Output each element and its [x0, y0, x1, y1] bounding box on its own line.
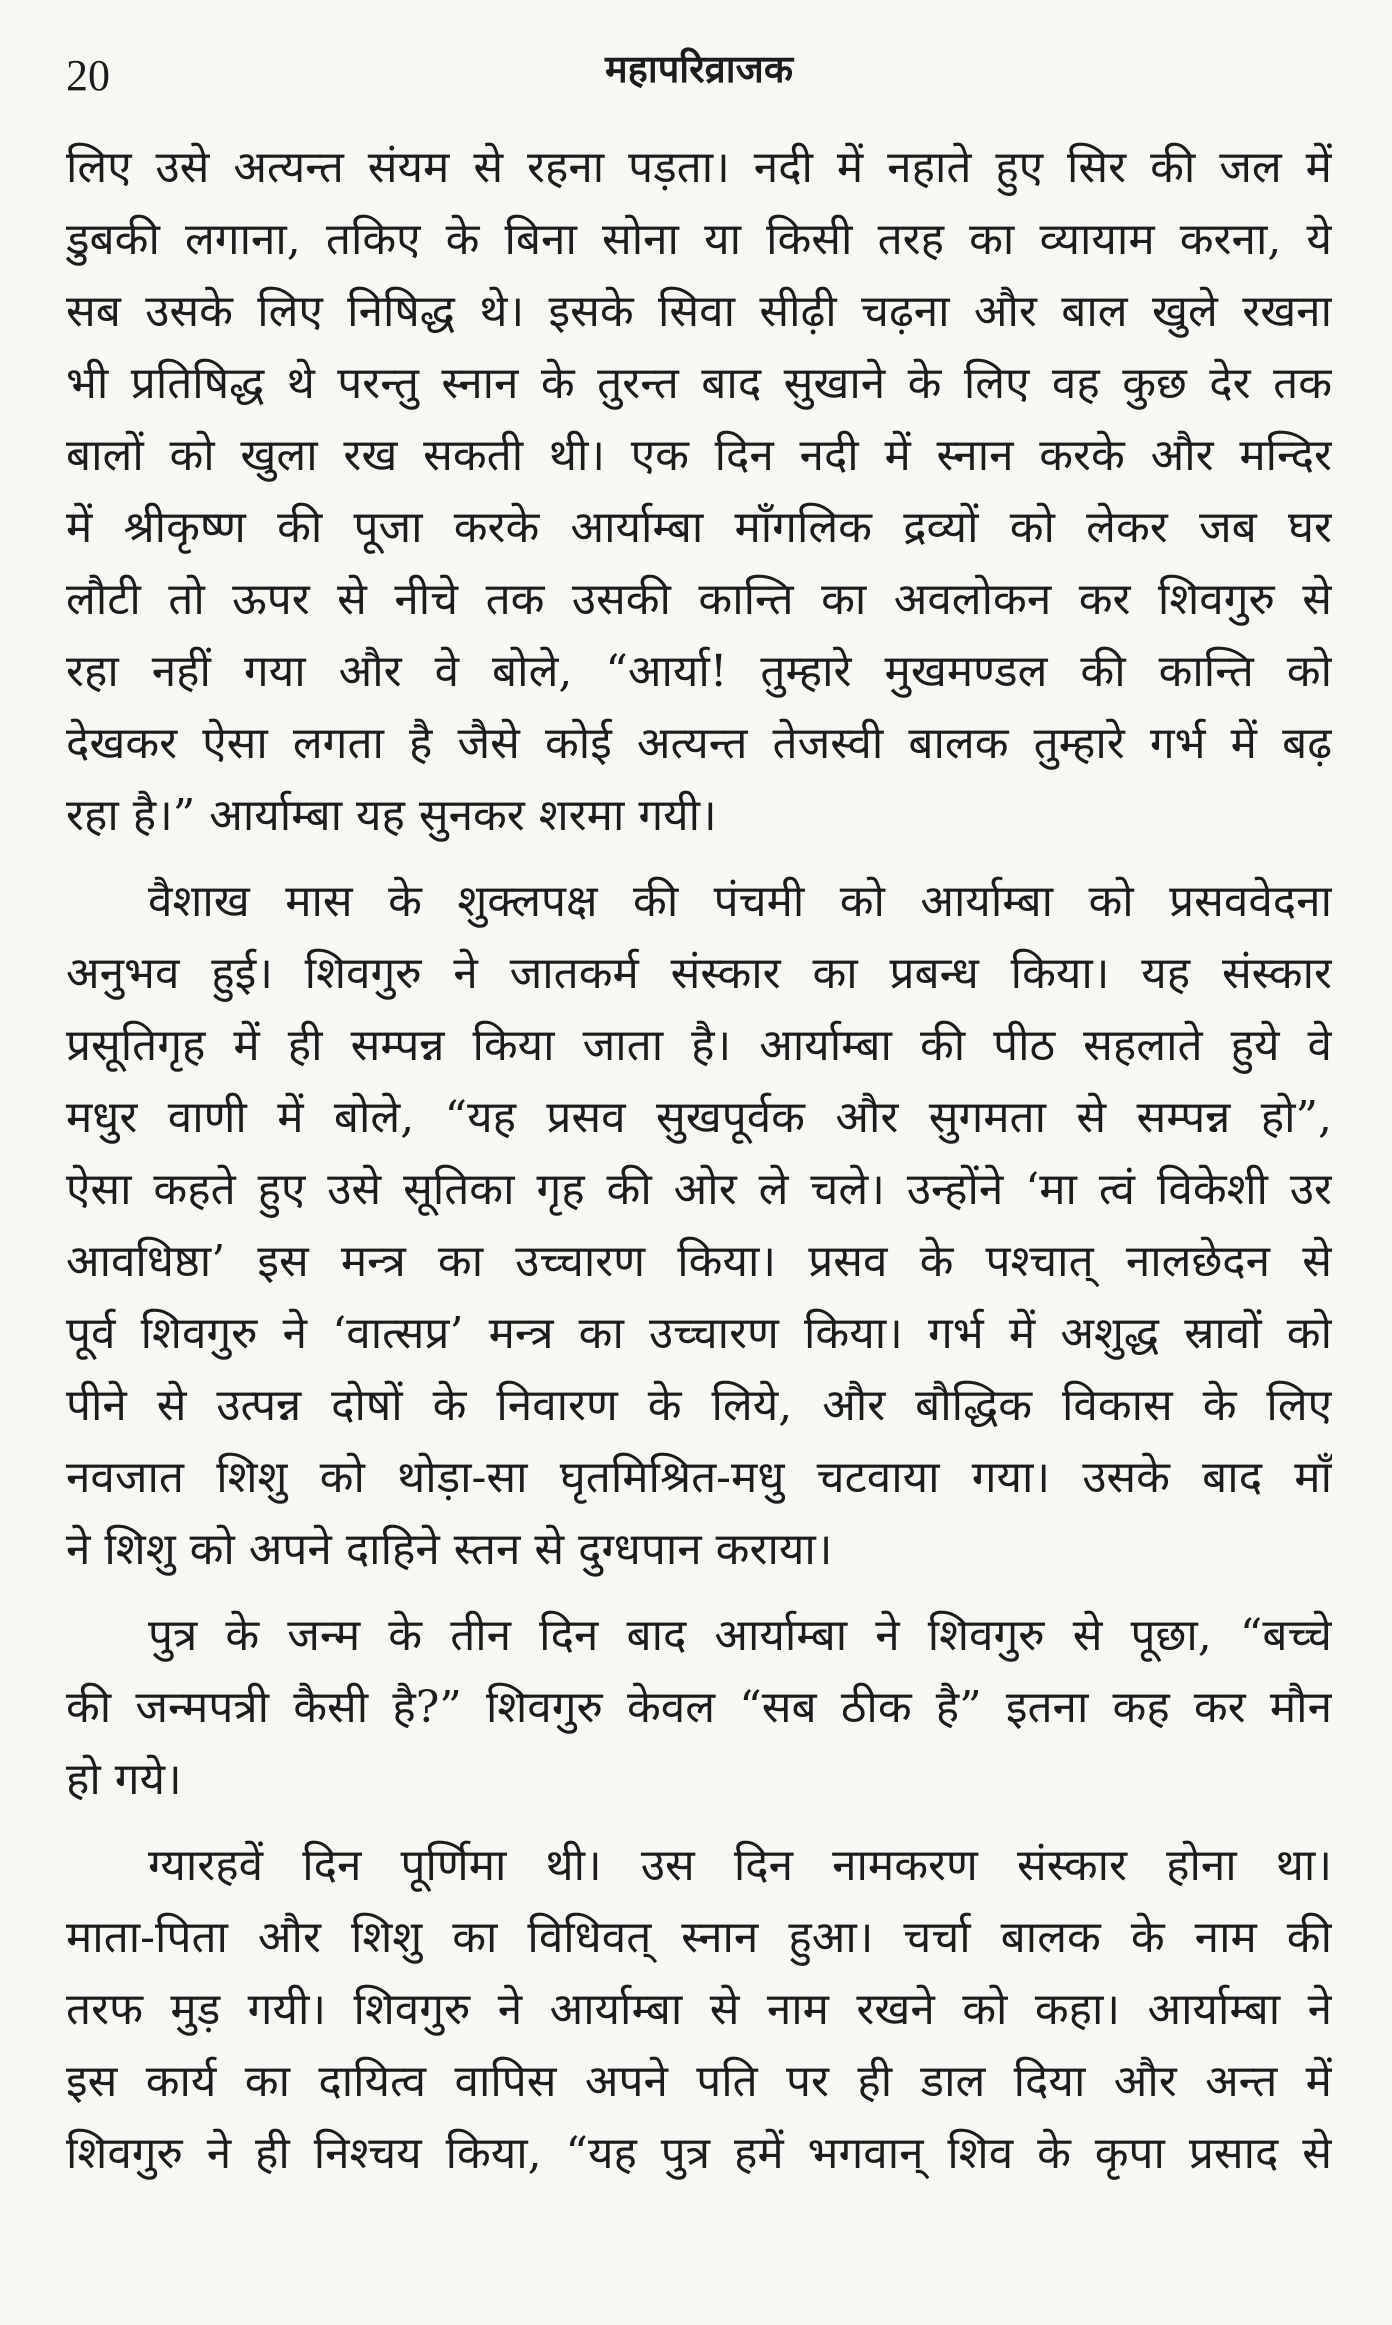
- text-line: पूर्व शिवगुरु ने ‘वात्सप्र’ मन्त्र का उच्चारण किया। गर्भ में अशुद्ध स्रावों को: [66, 1308, 1332, 1359]
- text-line: देखकर ऐसा लगता है जैसे कोई अत्यन्त तेजस्वी बालक तुम्हारे गर्भ में बढ़: [66, 718, 1332, 769]
- paragraph: [66, 866, 1332, 1586]
- text-line: हो गये।: [66, 1754, 182, 1805]
- running-head: [66, 40, 1332, 106]
- paragraph: [66, 132, 1332, 852]
- text-line: सब उसके लिए निषिद्ध थे। इसके सिवा सीढ़ी चढ़ना और बाल खुले रखना: [66, 286, 1332, 337]
- text-line: में श्रीकृष्ण की पूजा करके आर्याम्बा माँगलिक द्रव्यों को लेकर जब घर: [66, 502, 1332, 553]
- text-line: नवजात शिशु को थोड़ा-सा घृतमिश्रित-मधु चटवाया गया। उसके बाद माँ: [66, 1452, 1332, 1503]
- text-line: रहा है।” आर्याम्बा यह सुनकर शरमा गयी।: [66, 790, 717, 841]
- text-line: आवधिष्ठा’ इस मन्त्र का उच्चारण किया। प्रसव के पश्चात् नालछेदन से: [66, 1236, 1332, 1287]
- paragraph: [66, 1830, 1332, 2190]
- text-line: लिए उसे अत्यन्त संयम से रहना पड़ता। नदी में नहाते हुए सिर की जल में: [66, 142, 1332, 193]
- text-line: इस कार्य का दायित्व वापिस अपने पति पर ही डाल दिया और अन्त में: [66, 2056, 1332, 2107]
- paragraph: [66, 1600, 1332, 1816]
- paragraph-gap: [66, 1816, 1332, 1830]
- text-line: वैशाख मास के शुक्लपक्ष की पंचमी को आर्याम्बा को प्रसववेदना: [148, 876, 1332, 927]
- text-line: ग्यारहवें दिन पूर्णिमा थी। उस दिन नामकरण संस्कार होना था।: [148, 1840, 1332, 1891]
- text-line: तरफ मुड़ गयी। शिवगुरु ने आर्याम्बा से नाम रखने को कहा। आर्याम्बा ने: [66, 1984, 1332, 2035]
- paragraph-gap: [66, 1586, 1332, 1600]
- text-line: पीने से उत्पन्न दोषों के निवारण के लिये, और बौद्धिक विकास के लिए: [66, 1380, 1332, 1431]
- text-line: प्रसूतिगृह में ही सम्पन्न किया जाता है। आर्याम्बा की पीठ सहलाते हुये वे: [66, 1020, 1332, 1071]
- body-text: [66, 132, 1332, 2190]
- text-line: पुत्र के जन्म के तीन दिन बाद आर्याम्बा ने शिवगुरु से पूछा, “बच्चे: [148, 1610, 1332, 1661]
- paragraph-gap: [66, 852, 1332, 866]
- text-line: माता-पिता और शिशु का विधिवत् स्नान हुआ। चर्चा बालक के नाम की: [66, 1912, 1332, 1963]
- text-line: मधुर वाणी में बोले, “यह प्रसव सुखपूर्वक और सुगमता से सम्पन्न हो”,: [66, 1092, 1332, 1143]
- book-title: महापरिव्राजक: [604, 47, 794, 91]
- text-line: रहा नहीं गया और वे बोले, “आर्या! तुम्हारे मुखमण्डल की कान्ति को: [66, 646, 1332, 697]
- text-line: की जन्मपत्री कैसी है?” शिवगुरु केवल “सब ठीक है” इतना कह कर मौन: [66, 1682, 1332, 1733]
- text-line: बालों को खुला रख सकती थी। एक दिन नदी में स्नान करके और मन्दिर: [66, 430, 1332, 481]
- text-line: लौटी तो ऊपर से नीचे तक उसकी कान्ति का अवलोकन कर शिवगुरु से: [66, 574, 1332, 625]
- text-line: भी प्रतिषिद्ध थे परन्तु स्नान के तुरन्त बाद सुखाने के लिए वह कुछ देर तक: [66, 358, 1332, 409]
- text-line: अनुभव हुई। शिवगुरु ने जातकर्म संस्कार का प्रबन्ध किया। यह संस्कार: [66, 948, 1332, 999]
- text-line: ने शिशु को अपने दाहिने स्तन से दुग्धपान कराया।: [66, 1524, 833, 1575]
- text-line: ऐसा कहते हुए उसे सूतिका गृह की ओर ले चले। उन्होंने ‘मा त्वं विकेशी उर: [66, 1164, 1332, 1215]
- text-line: शिवगुरु ने ही निश्चय किया, “यह पुत्र हमें भगवान् शिव के कृपा प्रसाद से: [66, 2128, 1332, 2179]
- page-number: 20: [66, 51, 110, 100]
- text-line: डुबकी लगाना, तकिए के बिना सोना या किसी तरह का व्यायाम करना, ये: [66, 214, 1332, 265]
